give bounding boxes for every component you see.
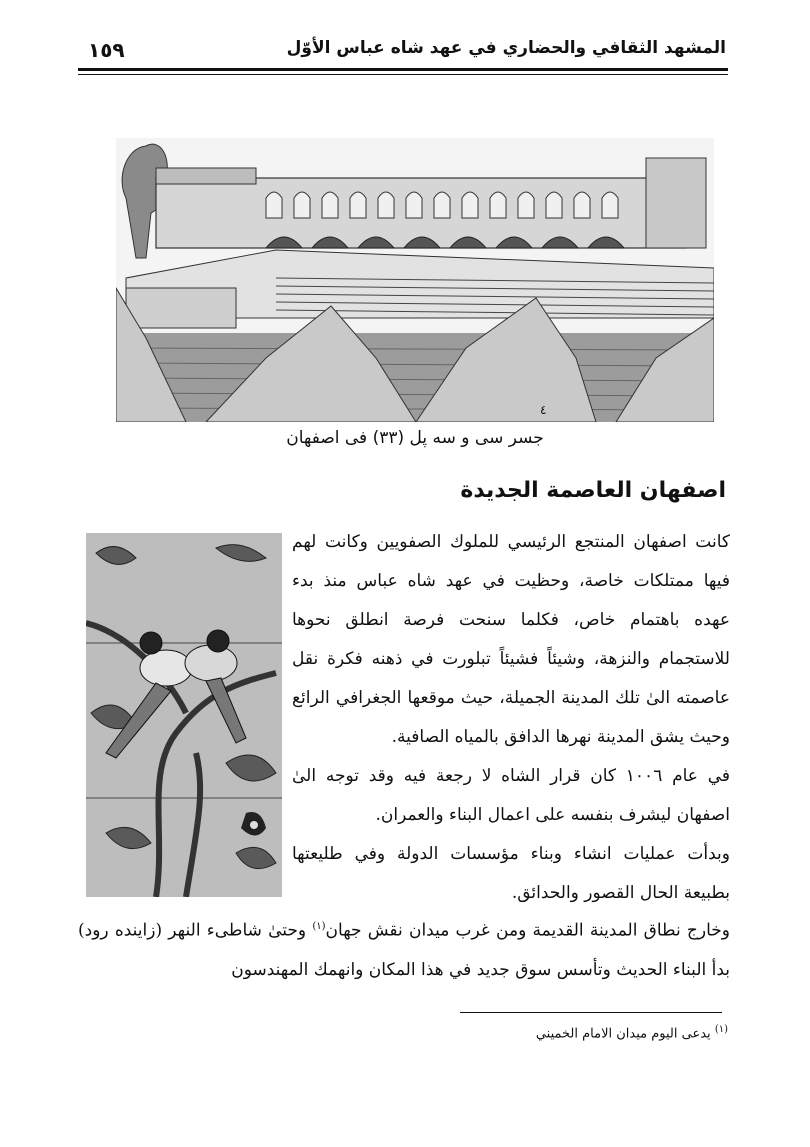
- figure-marker: ٤: [540, 403, 547, 417]
- footnote-mark: (١): [714, 1024, 728, 1035]
- header-rule-thick: [78, 68, 728, 71]
- footnote: [536, 1024, 728, 1041]
- bridge-illustration: [116, 138, 714, 422]
- page-number: ١٥٩: [88, 38, 125, 62]
- paragraph-4-text-b: وحتىٰ شاطىء النهر (زاينده رود) بدأ البناء الحديث وتأسس سوق جديد في هذا المكان وانهمك المهندسون: [78, 920, 730, 980]
- paragraph-2: في عام ١٠٠٦ كان قرار الشاه لا رجعة فيه وقد توجه الىٰ اصفهان ليشرف بنفسه على اعمال البناء والعمران.: [292, 766, 730, 825]
- paragraph-3: وبدأت عمليات انشاء وبناء مؤسسات الدولة وفي طليعتها بطبيعة الحال القصور والحدائق.: [292, 844, 730, 903]
- header-rule-thin: [78, 74, 728, 75]
- footnote-reference: (١): [312, 921, 326, 932]
- paragraph-4-text-a: وخارج نطاق المدينة القديمة ومن غرب ميدان نقش جهان: [325, 920, 731, 941]
- running-title: المشهد الثقافي والحضاري في عهد شاه عباس الأوّل: [286, 38, 726, 58]
- page-header: [78, 32, 728, 72]
- section-heading: اصفهان العاصمة الجديدة: [460, 478, 726, 503]
- figure-caption: جسر سى و سه پل (٣٣) فى اصفهان: [286, 428, 544, 448]
- paragraph-1: كانت اصفهان المنتجع الرئيسي للملوك الصفويين وكانت لهم فيها ممتلكات خاصة، وحظيت في عهد شاه عباس منذ بدء عهده باهتمام خاص، فكلما سنحت فرصة انطلق نحوها للاستجمام والنزهة، وشيئاً فشيئاً تبلورت في ذهنه فكرة نقل عاصمته الىٰ تلك المدينة الجميلة، حيث موقعها الجغرافي الرائع وحيث يشق المدينة نهرها الدافق بالمياه الصافية.: [292, 532, 730, 747]
- footnote-text: يدعى اليوم ميدان الامام الخميني: [535, 1026, 711, 1042]
- paragraph-4: [78, 907, 730, 990]
- footnote-rule: [460, 1012, 722, 1013]
- tile-painting-illustration: [86, 533, 282, 897]
